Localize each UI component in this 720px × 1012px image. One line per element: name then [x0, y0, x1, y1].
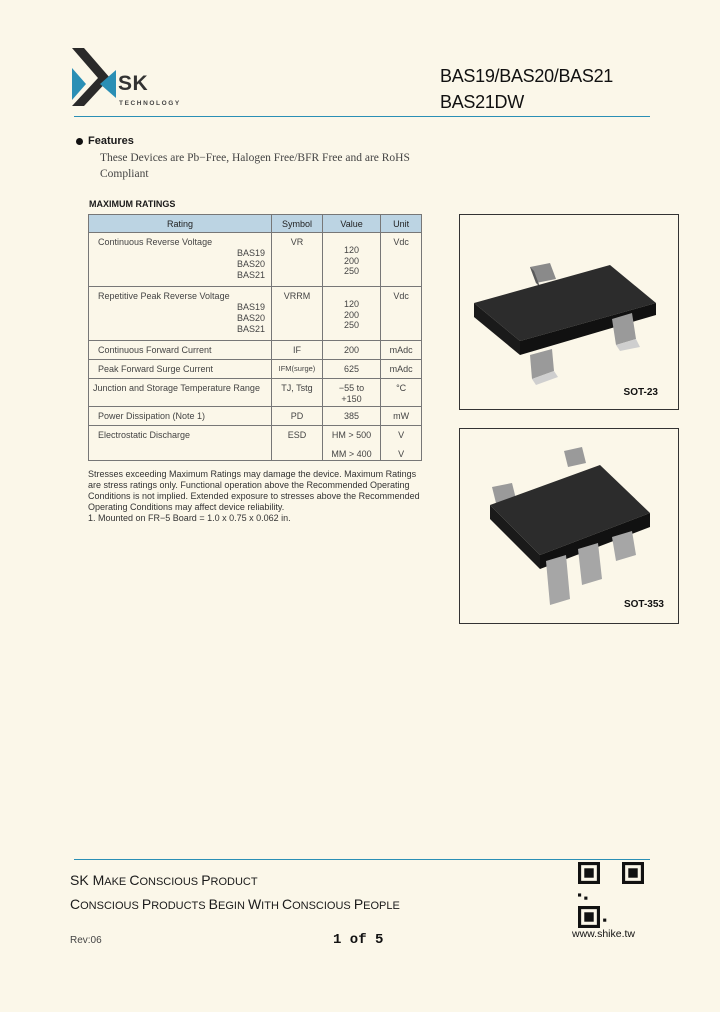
symbol-cell: IFM(surge) [272, 360, 323, 379]
rating-label: Repetitive Peak Reverse Voltage [98, 291, 230, 301]
ratings-table [88, 214, 422, 461]
slogan-word: CONSCIOUS [129, 872, 202, 888]
device-label: BAS19 [237, 302, 266, 312]
value-cell: 200 [322, 341, 380, 360]
column-header: Unit [381, 215, 422, 233]
device-label: BAS20 [237, 313, 266, 323]
max-ratings-heading: MAXIMUM RATINGS [89, 199, 176, 209]
device-label: BAS21 [237, 270, 266, 280]
features-heading: Features [88, 135, 134, 147]
rating-label: Power Dissipation (Note 1) [89, 407, 272, 426]
rating-label: Peak Forward Surge Current [89, 360, 272, 379]
column-header: Value [322, 215, 380, 233]
value-cell: HM > 500 MM > 400 [322, 426, 380, 461]
table-header-row [89, 215, 422, 233]
value-cell: −55 to +150 [322, 379, 380, 407]
rating-cell [89, 233, 272, 287]
slogan-word: CONSCIOUS [70, 896, 142, 912]
value-cell: 385 [322, 407, 380, 426]
symbol-cell: VR [272, 233, 323, 287]
rating-label: Electrostatic Discharge [89, 426, 272, 461]
unit-cell: mAdc [381, 360, 422, 379]
table-row [89, 341, 422, 360]
table-row [89, 287, 422, 341]
slogan-word: PEOPLE [353, 896, 400, 912]
value-cell: 625 [322, 360, 380, 379]
table-row [89, 233, 422, 287]
table-row [89, 379, 422, 407]
unit-cell: Vdc [381, 287, 422, 341]
slogan-word: MAKE [92, 872, 130, 888]
package-label: SOT-23 [623, 387, 658, 398]
unit-cell: mAdc [381, 341, 422, 360]
slogan-word: BEGIN [208, 896, 248, 912]
slogan-word: CONSCIOUS [281, 896, 354, 912]
rating-cell [89, 287, 272, 341]
part-title-line1: BAS19/BAS20/BAS21 [440, 66, 614, 86]
slogan-word: PRODUCTS [141, 896, 209, 912]
slogan-line1 [70, 872, 258, 888]
header-divider [74, 116, 650, 117]
package-image-sot353 [459, 428, 679, 624]
rating-label: Continuous Forward Current [89, 341, 272, 360]
revision-label: Rev:06 [70, 935, 102, 946]
unit-cell: °C [381, 379, 422, 407]
stress-note [88, 469, 424, 524]
symbol-cell: VRRM [272, 287, 323, 341]
website-url: www.shike.tw [572, 928, 636, 940]
footer-divider [74, 859, 650, 860]
column-header: Symbol [272, 215, 323, 233]
slogan-word: SK [70, 872, 93, 888]
sot23-package-icon [460, 215, 678, 409]
footnote-text: 1. Mounted on FR−5 Board = 1.0 x 0.75 x 0.062 in. [88, 513, 291, 523]
slogan-line2 [70, 896, 400, 912]
features-text: These Devices are Pb−Free, Halogen Free/BFR Free and are RoHS Compliant [100, 152, 410, 180]
slogan-word: WITH [247, 896, 282, 912]
value-cell: 120 200 250 [322, 287, 380, 341]
device-label: BAS20 [237, 259, 266, 269]
table-row [89, 426, 422, 461]
logo-text: SK [118, 72, 149, 95]
unit-cell: mW [381, 407, 422, 426]
sot353-package-icon [460, 429, 678, 623]
rating-label: Junction and Storage Temperature Range [89, 379, 272, 407]
rating-label: Continuous Reverse Voltage [98, 237, 213, 247]
column-header: Rating [89, 215, 272, 233]
company-logo-icon [70, 48, 116, 106]
device-label: BAS21 [237, 324, 266, 334]
unit-cell: V V [381, 426, 422, 461]
logo-subtext: TECHNOLOGY [119, 100, 181, 107]
unit-cell: Vdc [381, 233, 422, 287]
page-number: 1 of 5 [333, 932, 384, 948]
table-row [89, 360, 422, 379]
part-title-line2: BAS21DW [440, 92, 524, 112]
slogan-word: PRODUCT [201, 872, 258, 888]
symbol-cell: PD [272, 407, 323, 426]
device-label: BAS19 [237, 248, 266, 258]
package-label: SOT-353 [623, 599, 664, 610]
bullet-icon [76, 138, 83, 145]
symbol-cell: IF [272, 341, 323, 360]
qr-code-icon [578, 862, 644, 928]
table-row [89, 407, 422, 426]
package-image-sot23 [459, 214, 679, 410]
value-cell: 120 200 250 [322, 233, 380, 287]
stress-note-text: Stresses exceeding Maximum Ratings may damage the device. Maximum Ratings are stress ratings only. Functional operation above the Recommended Operating Conditions is not implied. Extended exposure to stresses above the Recommended Operating Conditions may affect device reliability. [88, 469, 420, 512]
symbol-cell: ESD [272, 426, 323, 461]
symbol-cell: TJ, Tstg [272, 379, 323, 407]
